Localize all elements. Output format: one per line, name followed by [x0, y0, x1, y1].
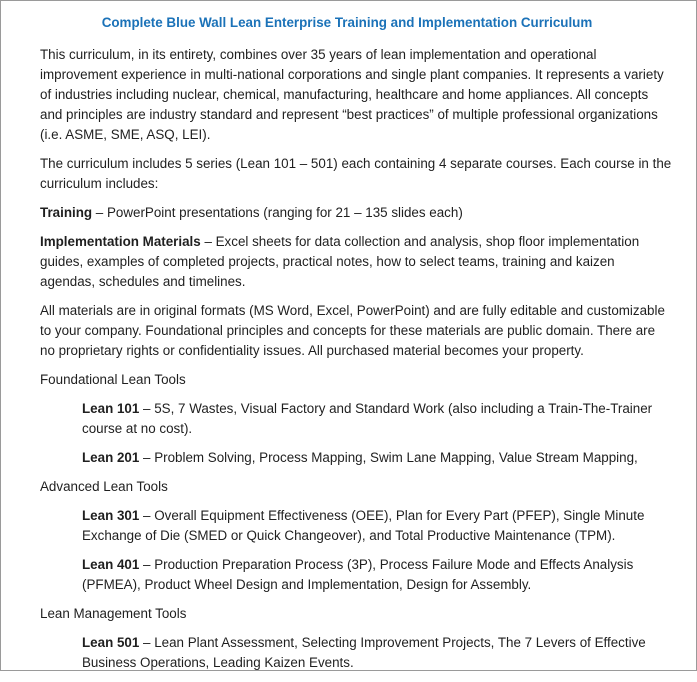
course-label: Lean 301: [82, 508, 140, 523]
series-intro-paragraph: The curriculum includes 5 series (Lean 101 – 501) each containing 4 separate courses. Each course in the curriculum includes:: [40, 156, 672, 191]
course-text: – Problem Solving, Process Mapping, Swim Lane Mapping, Value Stream Mapping,: [139, 450, 638, 465]
training-label: Training: [40, 205, 93, 220]
course-label: Lean 201: [82, 450, 140, 465]
course-lean-501: [82, 633, 672, 673]
course-lean-101: [82, 399, 672, 439]
implementation-label: Implementation Materials: [40, 234, 201, 249]
training-paragraph: [40, 203, 672, 223]
intro-paragraph: This curriculum, in its entirety, combines over 35 years of lean implementation and operational improvement experience in multi-national corporations and single plant companies. It represents a variety of industries including nuclear, chemical, manufacturing, healthcare and home appliances. All concepts and principles are industry standard and represent “best practices” of multiple professional organizations (i.e. ASME, SME, ASQ, LEI).: [40, 47, 664, 142]
section-heading-advanced: Advanced Lean Tools: [40, 479, 168, 494]
course-label: Lean 101: [82, 401, 140, 416]
document-title: Complete Blue Wall Lean Enterprise Training and Implementation Curriculum: [101, 15, 593, 30]
course-label: Lean 401: [82, 557, 140, 572]
section-heading-management: Lean Management Tools: [40, 606, 187, 621]
document-content: [40, 13, 672, 682]
course-lean-301: [82, 506, 672, 546]
formats-paragraph: All materials are in original formats (MS Word, Excel, PowerPoint) and are fully editable and customizable to your company. Foundational principles and concepts for these materials are public domain. There are no proprietary rights or confidentiality issues. All purchased material becomes your property.: [40, 303, 665, 358]
course-label: Lean 501: [82, 635, 140, 650]
section-heading-foundational: Foundational Lean Tools: [40, 372, 186, 387]
course-text: – Lean Plant Assessment, Selecting Improvement Projects, The 7 Levers of Effective Business Operations, Leading Kaizen Events.: [82, 635, 646, 670]
training-text: – PowerPoint presentations (ranging for 21 – 135 slides each): [92, 205, 463, 220]
implementation-paragraph: [40, 232, 672, 292]
course-text: – Production Preparation Process (3P), Process Failure Mode and Effects Analysis (PFMEA), Product Wheel Design and Implementation, Design for Assembly.: [82, 557, 634, 592]
course-lean-201: [82, 448, 672, 468]
course-lean-401: [82, 555, 672, 595]
course-text: – Overall Equipment Effectiveness (OEE), Plan for Every Part (PFEP), Single Minute Exchange of Die (SMED or Quick Changeover), and Total Productive Maintenance (TPM).: [82, 508, 645, 543]
implementation-text: – Excel sheets for data collection and analysis, shop floor implementation guides, examples of completed projects, practical notes, how to select teams, training and kaizen agendas, schedules and timelines.: [40, 234, 640, 289]
course-text: – 5S, 7 Wastes, Visual Factory and Standard Work (also including a Train-The-Trainer course at no cost).: [82, 401, 653, 436]
